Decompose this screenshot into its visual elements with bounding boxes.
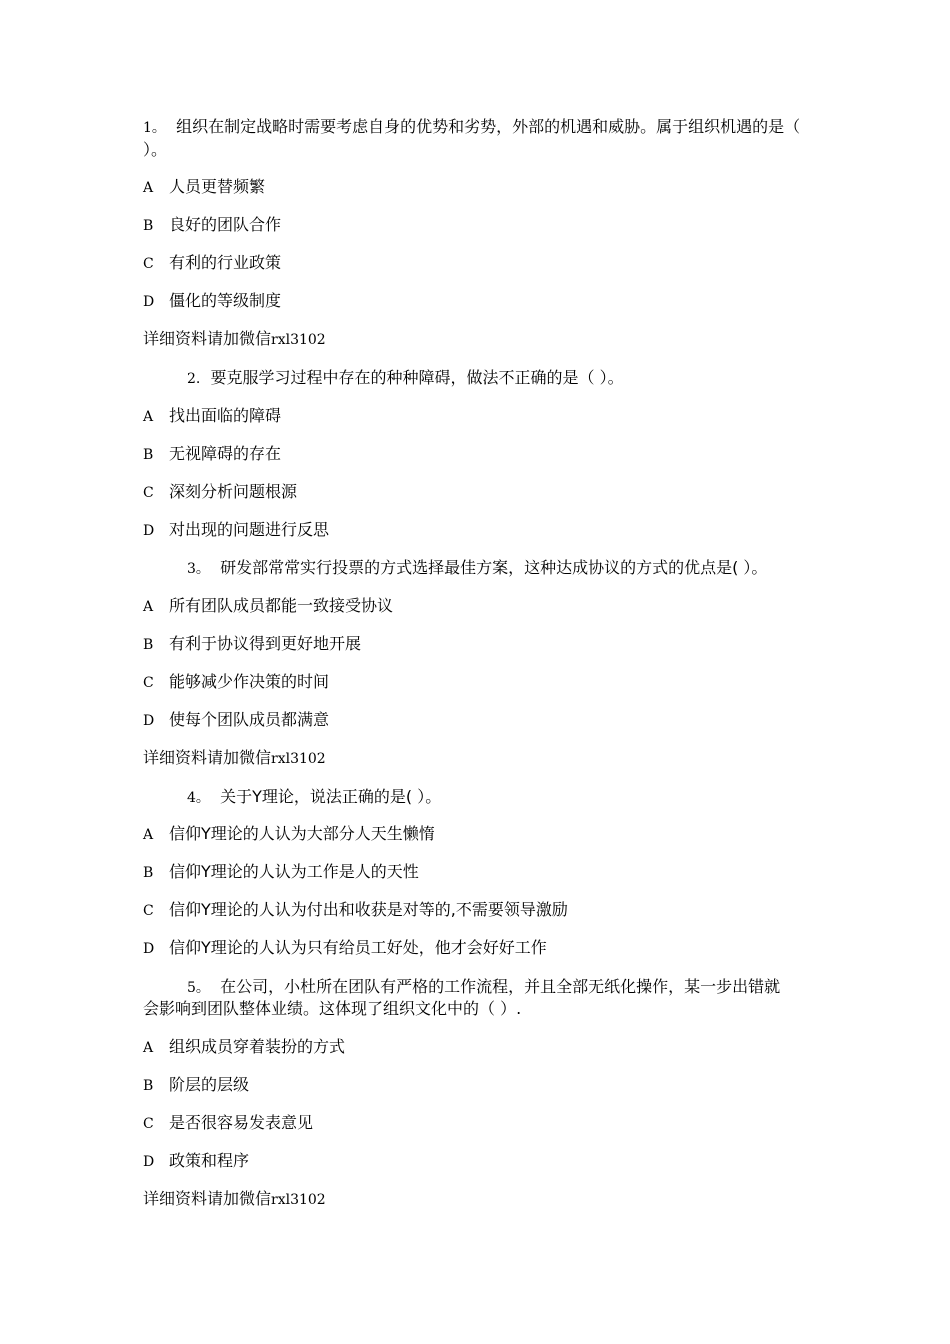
option-text: 信仰Y理论的人认为付出和收获是对等的,不需要领导激励 [169,900,568,919]
q2-option-b [143,443,281,466]
question-4-text: 关于Y理论，说法正确的是( ）。 [220,787,442,806]
option-text: 人员更替频繁 [169,177,266,196]
option-text: 对出现的问题进行反思 [169,520,330,539]
question-3-number: 3。 [187,561,210,577]
question-5-line-1 [187,976,780,999]
q3-option-a [143,595,393,618]
q5-option-b [143,1074,249,1097]
option-text: 能够减少作决策的时间 [169,672,330,691]
option-text: 组织成员穿着装扮的方式 [169,1037,346,1056]
option-letter: D [143,294,155,310]
contact-id: rxl3102 [271,332,326,348]
question-3-text: 研发部常常实行投票的方式选择最佳方案，这种达成协议的方式的优点是( ）。 [220,558,768,577]
contact-line-1 [143,328,326,351]
option-letter: B [143,865,154,881]
q3-option-c [143,671,329,694]
option-text: 信仰Y理论的人认为只有给员工好处，他才会好好工作 [169,938,547,957]
option-text: 无视障碍的存在 [169,444,282,463]
q5-option-c [143,1112,313,1135]
q2-option-a [143,405,281,428]
option-letter: D [143,713,155,729]
question-5-number: 5。 [187,980,210,996]
question-2 [187,367,624,390]
question-5-text-line-1: 在公司，小杜所在团队有严格的工作流程，并且全部无纸化操作，某一步出错就 [220,977,781,996]
option-letter: A [143,180,154,196]
option-letter: D [143,941,155,957]
question-3 [187,557,767,580]
contact-id: rxl3102 [271,751,326,767]
option-letter: B [143,218,154,234]
option-letter: C [143,485,154,501]
option-letter: B [143,637,154,653]
q1-option-d [143,290,281,313]
contact-line-2 [143,747,326,770]
contact-id: rxl3102 [271,1192,326,1208]
option-letter: B [143,447,154,463]
option-text: 信仰Y理论的人认为大部分人天生懒惰 [169,824,435,843]
option-text: 所有团队成员都能一致接受协议 [169,596,394,615]
option-text: 僵化的等级制度 [169,291,282,310]
q2-option-d [143,519,329,542]
contact-prefix: 详细资料请加微信 [143,329,272,348]
q1-option-c [143,252,281,275]
option-letter: C [143,1116,154,1132]
question-1-number: 1。 [143,120,166,136]
option-letter: A [143,827,154,843]
contact-line-3 [143,1188,326,1211]
option-text: 是否很容易发表意见 [169,1113,314,1132]
option-text: 政策和程序 [169,1151,250,1170]
option-text: 信仰Y理论的人认为工作是人的天性 [169,862,419,881]
q3-option-d [143,709,329,732]
option-text: 良好的团队合作 [169,215,282,234]
q4-option-d [143,937,547,960]
option-letter: C [143,256,154,272]
q3-option-b [143,633,361,656]
q4-option-c [143,899,568,922]
option-text: 有利的行业政策 [169,253,282,272]
option-text: 有利于协议得到更好地开展 [169,634,362,653]
q1-option-a [143,176,265,199]
option-letter: D [143,523,155,539]
question-2-text: 要克服学习过程中存在的种种障碍，做法不正确的是（ ）。 [210,368,624,387]
option-letter: C [143,675,154,691]
q2-option-c [143,481,297,504]
q5-option-a [143,1036,345,1059]
question-5-line-2 [143,998,521,1020]
question-2-number: 2. [187,371,201,387]
option-letter: B [143,1078,154,1094]
contact-prefix: 详细资料请加微信 [143,1189,272,1208]
q1-option-b [143,214,281,237]
option-letter: A [143,1040,154,1056]
option-letter: A [143,599,154,615]
option-letter: A [143,409,154,425]
q4-option-a [143,823,435,846]
option-letter: C [143,903,154,919]
option-text: 深刻分析问题根源 [169,482,298,501]
option-text: 阶层的层级 [169,1075,250,1094]
question-1 [143,116,808,161]
question-1-text: 组织在制定战略时需要考虑自身的优势和劣势，外部的机遇和威胁。属于组织机遇的是（ ）。 [143,117,801,159]
contact-prefix: 详细资料请加微信 [143,748,272,767]
option-letter: D [143,1154,155,1170]
question-5-text-line-2: 会影响到团队整体业绩。这体现了组织文化中的（ ）. [143,999,522,1018]
q4-option-b [143,861,419,884]
q5-option-d [143,1150,249,1173]
option-text: 找出面临的障碍 [169,406,282,425]
question-4-number: 4。 [187,790,210,806]
option-text: 使每个团队成员都满意 [169,710,330,729]
question-4 [187,786,441,809]
